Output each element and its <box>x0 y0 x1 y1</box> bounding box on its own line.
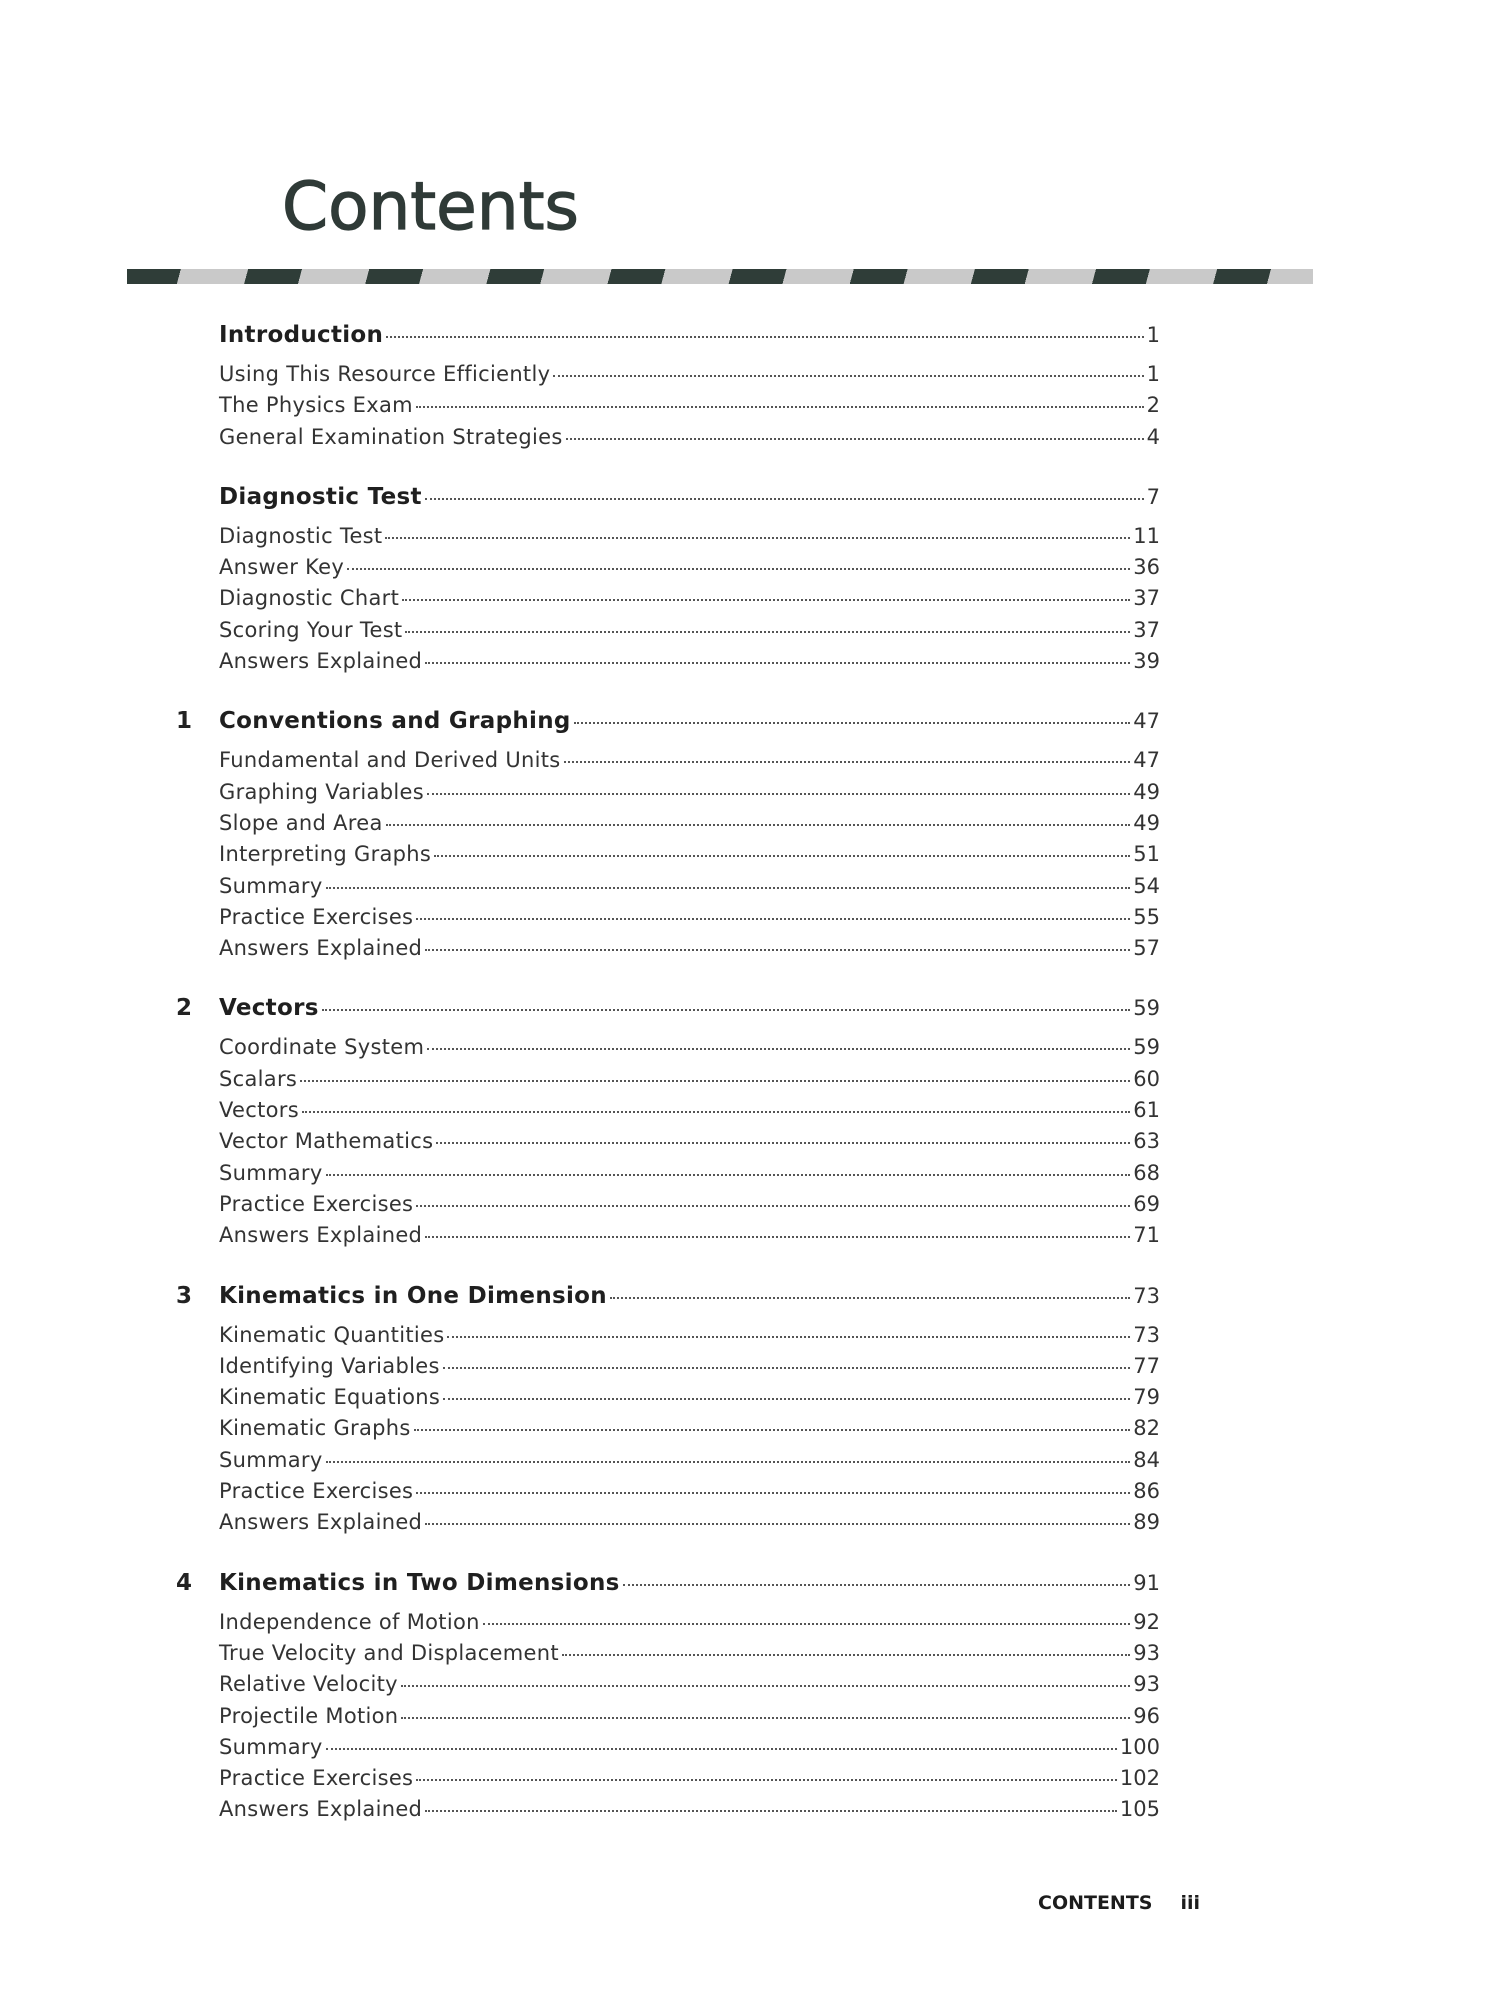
toc-entry[interactable] <box>160 1735 1160 1766</box>
entry-title: Independence of Motion <box>219 1609 480 1634</box>
dot-leader <box>427 1048 1130 1050</box>
page-number: 59 <box>1133 1035 1160 1060</box>
dot-leader <box>386 336 1143 338</box>
toc-entry[interactable] <box>160 1161 1160 1192</box>
toc-section <box>160 1283 1160 1542</box>
page-number: 60 <box>1133 1066 1160 1091</box>
dot-leader <box>425 949 1130 951</box>
toc-entry[interactable] <box>160 1416 1160 1447</box>
toc-entry[interactable] <box>160 842 1160 873</box>
chapter-title: Vectors <box>219 995 319 1022</box>
dot-leader <box>416 406 1144 408</box>
page-number: 39 <box>1133 649 1160 674</box>
toc-entry[interactable] <box>160 1797 1160 1828</box>
dot-leader <box>436 1142 1130 1144</box>
page-number: 71 <box>1133 1223 1160 1248</box>
dot-leader <box>326 1174 1131 1176</box>
entry-title: Scalars <box>219 1066 298 1091</box>
page-number: 59 <box>1133 996 1160 1021</box>
toc-chapter-heading[interactable] <box>160 708 1160 748</box>
toc-entry[interactable] <box>160 1448 1160 1479</box>
toc-entry[interactable] <box>160 1354 1160 1385</box>
page-number: 79 <box>1133 1385 1160 1410</box>
page-number: 102 <box>1119 1766 1160 1791</box>
entry-title: Practice Exercises <box>219 904 414 929</box>
toc-entry[interactable] <box>160 1610 1160 1641</box>
entry-title: Answers Explained <box>219 1510 423 1535</box>
toc-entry[interactable] <box>160 1067 1160 1098</box>
page-number: 93 <box>1133 1672 1160 1697</box>
toc-section <box>160 995 1160 1254</box>
entry-title: Identifying Variables <box>219 1353 440 1378</box>
dot-leader <box>402 599 1130 601</box>
chapter-number: 3 <box>176 1282 193 1309</box>
page-number: 49 <box>1133 779 1160 804</box>
toc-entry[interactable] <box>160 1098 1160 1129</box>
dot-leader <box>326 887 1131 889</box>
toc-entry[interactable] <box>160 1385 1160 1416</box>
dot-leader <box>347 568 1130 570</box>
toc-entry[interactable] <box>160 425 1160 456</box>
entry-title: Answers Explained <box>219 1797 423 1822</box>
dot-leader <box>401 1685 1130 1687</box>
entry-title: Diagnostic Chart <box>219 586 400 611</box>
page-number: 73 <box>1133 1283 1160 1308</box>
dot-leader <box>425 662 1130 664</box>
entry-title: Kinematic Equations <box>219 1385 441 1410</box>
dot-leader <box>566 438 1144 440</box>
dot-leader <box>326 1748 1117 1750</box>
chapter-title: Kinematics in Two Dimensions <box>219 1569 620 1596</box>
dot-leader <box>610 1297 1130 1299</box>
entry-title: The Physics Exam <box>219 393 413 418</box>
page-number: 73 <box>1133 1322 1160 1347</box>
dot-leader <box>302 1111 1130 1113</box>
page-number: 37 <box>1133 586 1160 611</box>
entry-title: Kinematic Graphs <box>219 1416 411 1441</box>
dot-leader <box>443 1367 1131 1369</box>
dot-leader <box>427 793 1130 795</box>
dot-leader <box>416 918 1130 920</box>
toc-entry[interactable] <box>160 936 1160 967</box>
page-number: 96 <box>1133 1703 1160 1728</box>
page-number: 1 <box>1146 323 1160 347</box>
page-number: 68 <box>1133 1160 1160 1185</box>
toc-section <box>160 1570 1160 1829</box>
toc-entry[interactable] <box>160 393 1160 424</box>
dot-leader <box>574 722 1131 724</box>
dot-leader <box>416 1492 1130 1494</box>
chapter-title: Conventions and Graphing <box>219 708 571 735</box>
toc-chapter-heading[interactable] <box>160 1283 1160 1323</box>
page-number: 84 <box>1133 1447 1160 1472</box>
toc-chapter-heading[interactable] <box>160 322 1160 362</box>
page-number: iii <box>1180 1892 1201 1914</box>
page-number: 91 <box>1133 1570 1160 1595</box>
page-number: 47 <box>1133 748 1160 773</box>
dot-leader <box>425 1810 1117 1812</box>
dot-leader <box>562 1654 1130 1656</box>
page-number: 92 <box>1133 1609 1160 1634</box>
table-of-contents <box>160 322 1160 1857</box>
page-number: 69 <box>1133 1191 1160 1216</box>
dot-leader <box>416 1205 1130 1207</box>
toc-section <box>160 484 1160 680</box>
toc-entry[interactable] <box>160 618 1160 649</box>
chapter-title: Introduction <box>219 322 384 348</box>
toc-entry[interactable] <box>160 555 1160 586</box>
toc-entry[interactable] <box>160 1479 1160 1510</box>
chapter-title: Diagnostic Test <box>219 483 422 510</box>
toc-entry[interactable] <box>160 1641 1160 1672</box>
toc-entry[interactable] <box>160 905 1160 936</box>
toc-entry[interactable] <box>160 1323 1160 1354</box>
dot-leader <box>425 1523 1130 1525</box>
entry-title: Vector Mathematics <box>219 1129 434 1154</box>
entry-title: Projectile Motion <box>219 1703 399 1728</box>
toc-entry[interactable] <box>160 1223 1160 1254</box>
entry-title: Practice Exercises <box>219 1191 414 1216</box>
page-number: 86 <box>1133 1479 1160 1504</box>
toc-section <box>160 708 1160 967</box>
toc-entry[interactable] <box>160 1192 1160 1223</box>
entry-title: Kinematic Quantities <box>219 1322 445 1347</box>
page-number: 4 <box>1146 424 1160 449</box>
dot-leader <box>564 761 1131 763</box>
dot-leader <box>322 1009 1131 1011</box>
toc-entry[interactable] <box>160 811 1160 842</box>
page-number: 57 <box>1133 936 1160 961</box>
entry-title: Interpreting Graphs <box>219 842 432 867</box>
dot-leader <box>434 855 1130 857</box>
toc-chapter-heading[interactable] <box>160 484 1160 524</box>
page-number: 54 <box>1133 873 1160 898</box>
entry-title: General Examination Strategies <box>219 424 563 449</box>
entry-title: Summary <box>219 1447 323 1472</box>
chapter-number: 1 <box>176 708 193 735</box>
entry-title: Summary <box>219 1160 323 1185</box>
entry-title: Answers Explained <box>219 936 423 961</box>
entry-title: Fundamental and Derived Units <box>219 748 561 773</box>
entry-title: Summary <box>219 1734 323 1759</box>
chapter-number: 4 <box>176 1569 193 1596</box>
page-number: 55 <box>1133 904 1160 929</box>
page-number: 51 <box>1133 842 1160 867</box>
page-number: 61 <box>1133 1098 1160 1123</box>
entry-title: Coordinate System <box>219 1035 425 1060</box>
page-number: 11 <box>1133 523 1160 548</box>
page-number: 36 <box>1133 555 1160 580</box>
entry-title: Answers Explained <box>219 1223 423 1248</box>
chapter-title: Kinematics in One Dimension <box>219 1282 607 1309</box>
entry-title: Summary <box>219 873 323 898</box>
footer-label: CONTENTS <box>1038 1892 1153 1914</box>
dot-leader <box>443 1398 1130 1400</box>
entry-title: Practice Exercises <box>219 1479 414 1504</box>
page-number: 89 <box>1133 1510 1160 1535</box>
entry-title: Scoring Your Test <box>219 617 403 642</box>
entry-title: Answers Explained <box>219 649 423 674</box>
dot-leader <box>483 1623 1131 1625</box>
page-number: 37 <box>1133 617 1160 642</box>
entry-title: Relative Velocity <box>219 1672 398 1697</box>
page-number: 105 <box>1119 1797 1160 1822</box>
page-number: 7 <box>1146 484 1160 509</box>
entry-title: Using This Resource Efficiently <box>219 362 551 386</box>
dot-leader <box>300 1080 1130 1082</box>
dot-leader <box>416 1779 1117 1781</box>
page-title: Contents <box>282 168 579 245</box>
page-number: 63 <box>1133 1129 1160 1154</box>
dot-leader <box>425 498 1144 500</box>
page-number: 82 <box>1133 1416 1160 1441</box>
toc-entry[interactable] <box>160 1510 1160 1541</box>
page-number: 47 <box>1133 709 1160 734</box>
entry-title: Graphing Variables <box>219 779 424 804</box>
dot-leader <box>386 824 1131 826</box>
entry-title: True Velocity and Displacement <box>219 1640 559 1665</box>
toc-entry[interactable] <box>160 780 1160 811</box>
toc-section <box>160 322 1160 456</box>
entry-title: Practice Exercises <box>219 1766 414 1791</box>
page-number: 93 <box>1133 1640 1160 1665</box>
page-number: 1 <box>1146 362 1160 386</box>
toc-chapter-heading[interactable] <box>160 1570 1160 1610</box>
entry-title: Vectors <box>219 1098 299 1123</box>
dot-leader <box>447 1336 1130 1338</box>
toc-entry[interactable] <box>160 874 1160 905</box>
chapter-number: 2 <box>176 995 193 1022</box>
page-number: 49 <box>1133 810 1160 835</box>
page-number: 2 <box>1146 393 1160 418</box>
dot-leader <box>385 537 1130 539</box>
dot-leader <box>326 1461 1131 1463</box>
entry-title: Slope and Area <box>219 810 383 835</box>
toc-entry[interactable] <box>160 1035 1160 1066</box>
toc-entry[interactable] <box>160 1704 1160 1735</box>
toc-entry[interactable] <box>160 1672 1160 1703</box>
dot-leader <box>425 1236 1130 1238</box>
toc-entry[interactable] <box>160 362 1160 393</box>
toc-entry[interactable] <box>160 1766 1160 1797</box>
toc-entry[interactable] <box>160 524 1160 555</box>
dot-leader <box>414 1429 1131 1431</box>
toc-entry[interactable] <box>160 748 1160 779</box>
dot-leader <box>553 375 1143 377</box>
entry-title: Answer Key <box>219 555 345 580</box>
page-number: 77 <box>1133 1353 1160 1378</box>
page-number: 100 <box>1119 1734 1160 1759</box>
toc-chapter-heading[interactable] <box>160 995 1160 1035</box>
toc-entry[interactable] <box>160 1129 1160 1160</box>
page-footer <box>1038 1892 1228 1914</box>
toc-entry[interactable] <box>160 586 1160 617</box>
toc-entry[interactable] <box>160 649 1160 680</box>
decorative-stripe-divider <box>127 269 1313 284</box>
entry-title: Diagnostic Test <box>219 523 383 548</box>
dot-leader <box>401 1717 1130 1719</box>
dot-leader <box>623 1584 1131 1586</box>
dot-leader <box>405 631 1130 633</box>
